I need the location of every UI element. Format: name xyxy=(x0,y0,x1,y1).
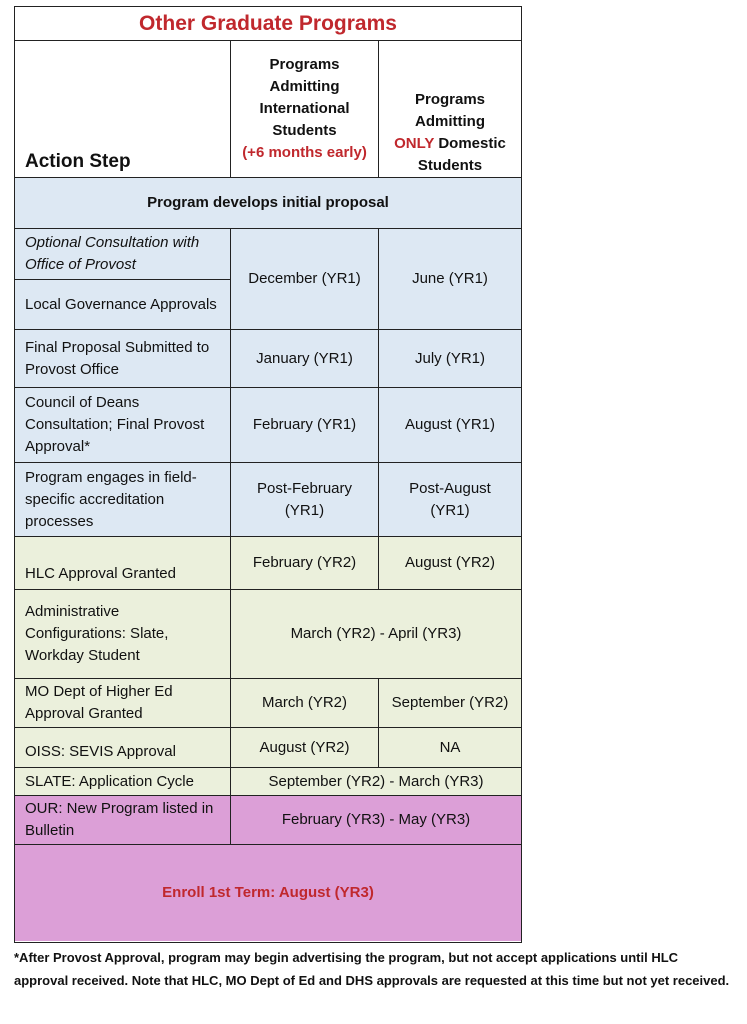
step-accreditation: Program engages in field-specific accreditation processes xyxy=(15,463,231,537)
header-domestic-label: Programs Admitting ONLY Domestic Students xyxy=(394,91,506,174)
accreditation-intl-date: Post-February (YR1) xyxy=(231,463,379,537)
step-administrative-configurations: Administrative Configurations: Slate, Workday Student xyxy=(15,590,231,679)
final-proposal-intl-date: January (YR1) xyxy=(231,330,379,388)
council-intl-date: February (YR1) xyxy=(231,388,379,463)
admin-date-range: March (YR2) - April (YR3) xyxy=(231,590,521,679)
step-slate-application-cycle: SLATE: Application Cycle xyxy=(15,768,231,796)
oiss-intl-date: August (YR2) xyxy=(231,728,379,768)
banner-develop-proposal: Program develops initial proposal xyxy=(15,178,521,229)
hlc-dom-date: August (YR2) xyxy=(379,537,521,590)
slate-date-range: September (YR2) - March (YR3) xyxy=(231,768,521,796)
step-local-governance: Local Governance Approvals xyxy=(25,296,217,313)
our-date-range: February (YR3) - May (YR3) xyxy=(231,796,521,845)
header-international-note: (+6 months early) xyxy=(242,144,367,161)
accreditation-dom-date: Post-August (YR1) xyxy=(379,463,521,537)
step-oiss-sevis: OISS: SEVIS Approval xyxy=(15,728,231,768)
table-title: Other Graduate Programs xyxy=(15,7,521,41)
footnote: *After Provost Approval, program may begin advertising the program, but not accept applications until HLC approval received. Note that HLC, MO Dept of Ed and DHS approvals are requested at this time but not yet received. xyxy=(14,950,730,988)
mo-dept-dom-date: September (YR2) xyxy=(379,679,521,728)
timeline-table xyxy=(14,6,522,943)
header-domestic xyxy=(379,41,521,178)
step-final-proposal: Final Proposal Submitted to Provost Office xyxy=(15,330,231,388)
enroll-first-term: Enroll 1st Term: August (YR3) xyxy=(15,845,521,941)
step-consultation-group xyxy=(15,229,231,330)
step-our-bulletin: OUR: New Program listed in Bulletin xyxy=(15,796,231,845)
step-optional-consultation: Optional Consultation with Office of Provost xyxy=(25,234,200,273)
hlc-intl-date: February (YR2) xyxy=(231,537,379,590)
header-international xyxy=(231,41,379,178)
step-council-of-deans: Council of Deans Consultation; Final Provost Approval* xyxy=(15,388,231,463)
consult-intl-date: December (YR1) xyxy=(231,229,379,330)
mo-dept-intl-date: March (YR2) xyxy=(231,679,379,728)
header-action-step: Action Step xyxy=(15,41,231,178)
step-mo-dept-approval: MO Dept of Higher Ed Approval Granted xyxy=(15,679,231,728)
header-international-label: Programs Admitting International Students xyxy=(259,56,350,139)
final-proposal-dom-date: July (YR1) xyxy=(379,330,521,388)
oiss-dom-date: NA xyxy=(379,728,521,768)
council-dom-date: August (YR1) xyxy=(379,388,521,463)
step-hlc-approval: HLC Approval Granted xyxy=(15,537,231,590)
consult-dom-date: June (YR1) xyxy=(379,229,521,330)
only-emphasis: ONLY xyxy=(394,135,435,152)
